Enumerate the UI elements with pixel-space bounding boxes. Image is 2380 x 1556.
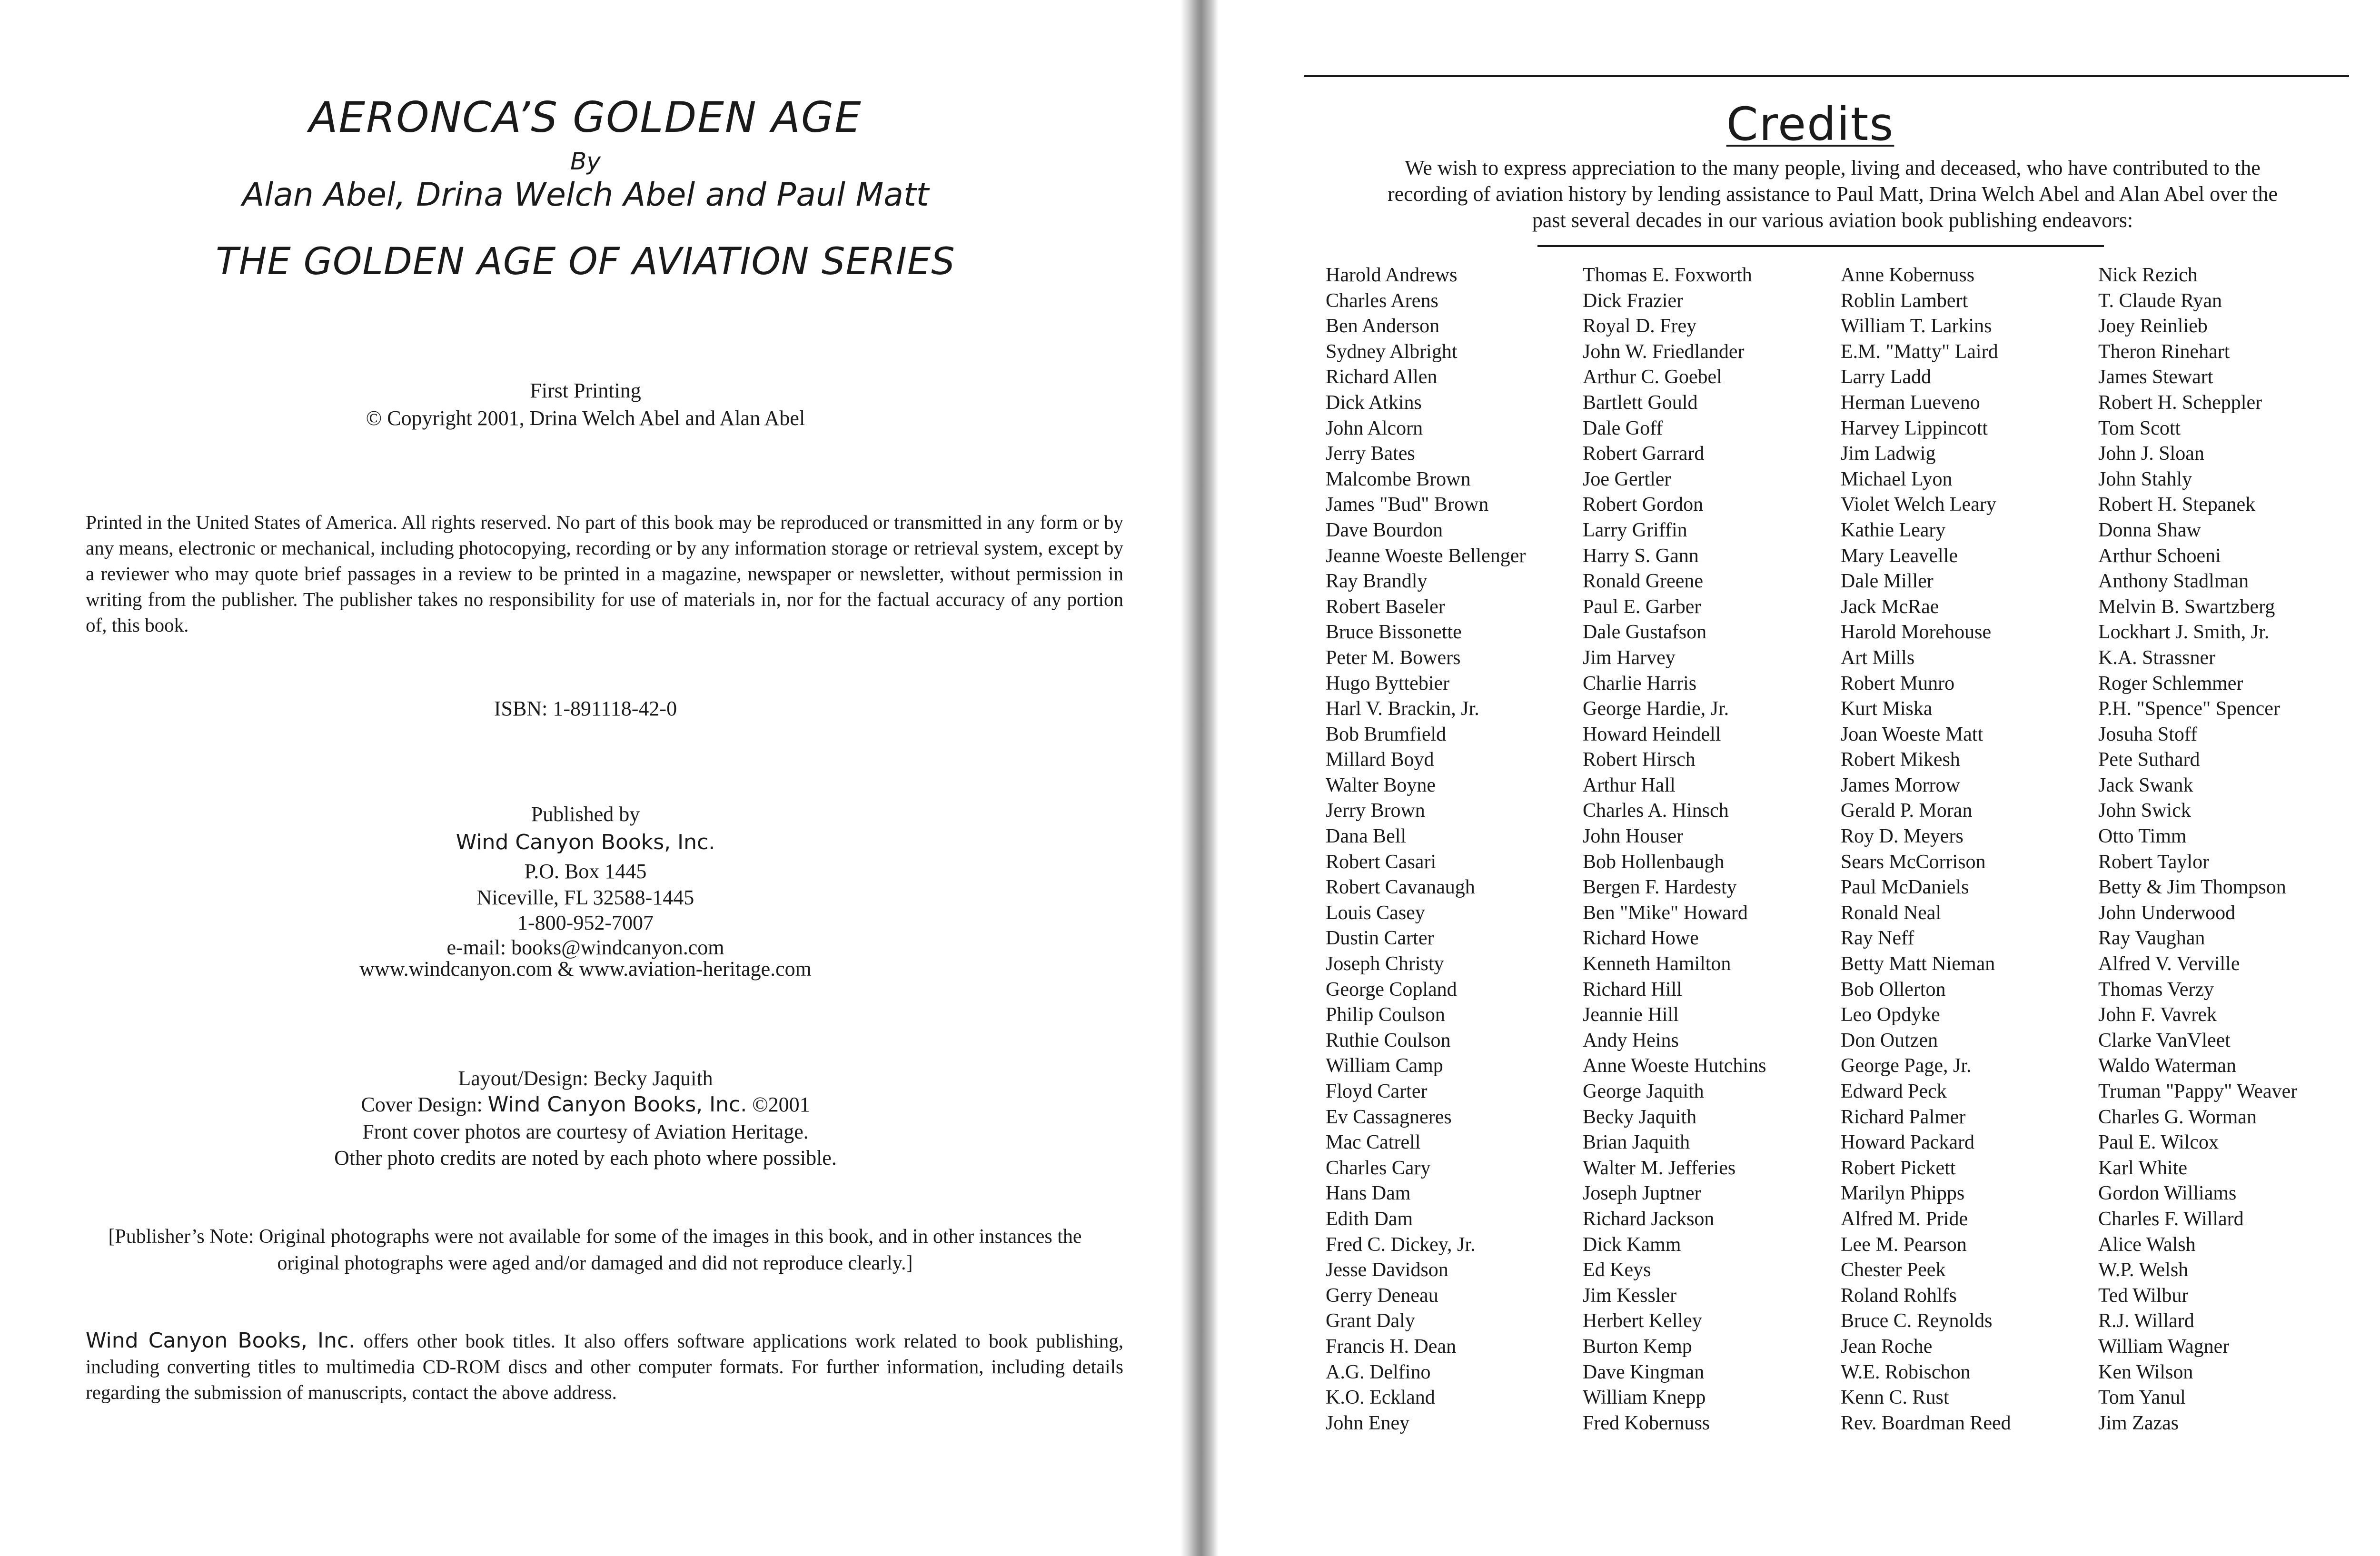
- credit-name: P.H. "Spence" Spencer: [2098, 698, 2280, 720]
- credit-name: K.O. Eckland: [1326, 1387, 1435, 1409]
- credit-name: Gerry Deneau: [1326, 1284, 1438, 1307]
- cover-design-year: ©2001: [747, 1093, 810, 1116]
- credit-name: Don Outzen: [1841, 1029, 1938, 1051]
- credit-name: Ted Wilbur: [2098, 1284, 2189, 1307]
- credit-name: A.G. Delfino: [1326, 1361, 1431, 1383]
- credits-column-1: [1326, 263, 1592, 1436]
- credit-name: Bob Hollenbaugh: [1583, 851, 1725, 873]
- credit-name: Robert Hirsch: [1583, 749, 1696, 771]
- credit-name: Richard Allen: [1326, 366, 1438, 388]
- credit-name: Dale Miller: [1841, 570, 1934, 593]
- credit-name: James Morrow: [1841, 774, 1960, 796]
- credit-name: Jim Kessler: [1583, 1284, 1677, 1307]
- credit-name: John F. Vavrek: [2098, 1004, 2217, 1026]
- credit-name: Ev Cassagneres: [1326, 1106, 1452, 1128]
- credit-name: Josuha Stoff: [2098, 723, 2198, 745]
- closing-brand: Wind Canyon Books, Inc.: [86, 1328, 356, 1353]
- credit-name: Brian Jaquith: [1583, 1131, 1690, 1154]
- credit-name: Ben "Mike" Howard: [1583, 902, 1748, 924]
- credit-name: Sears McCorrison: [1841, 851, 1986, 873]
- credit-name: Peter M. Bowers: [1326, 646, 1461, 669]
- by-line: By: [570, 148, 601, 175]
- credit-name: Violet Welch Leary: [1841, 494, 1996, 516]
- credit-name: Robert Mikesh: [1841, 749, 1960, 771]
- credit-name: John Houser: [1583, 825, 1684, 848]
- credit-name: Lockhart J. Smith, Jr.: [2098, 621, 2270, 644]
- credit-name: Jack Swank: [2098, 774, 2193, 796]
- credit-name: Philip Coulson: [1326, 1004, 1445, 1026]
- credit-name: Anthony Stadlman: [2098, 570, 2249, 593]
- credit-name: Thomas Verzy: [2098, 978, 2214, 1001]
- credit-name: Tom Scott: [2098, 417, 2181, 439]
- publisher-websites: www.windcanyon.com & www.aviation-heritage.com: [359, 957, 812, 981]
- credit-name: Arthur Hall: [1583, 774, 1676, 796]
- credit-name: Kenn C. Rust: [1841, 1387, 1949, 1409]
- credit-name: Harl V. Brackin, Jr.: [1326, 698, 1479, 720]
- credit-name: Robert Baseler: [1326, 595, 1445, 618]
- credit-name: Arthur C. Goebel: [1583, 366, 1722, 388]
- credit-name: Walter Boyne: [1326, 774, 1436, 796]
- credit-name: Joseph Juptner: [1583, 1182, 1701, 1205]
- book-title: AERONCA’S GOLDEN AGE: [309, 93, 862, 142]
- credit-name: William Knepp: [1583, 1387, 1706, 1409]
- credit-name: Kenneth Hamilton: [1583, 953, 1731, 975]
- credit-name: Dick Atkins: [1326, 391, 1422, 414]
- intro-rule: [1537, 245, 2104, 247]
- cover-design-name: Wind Canyon Books, Inc.: [487, 1092, 747, 1117]
- credit-name: Ray Neff: [1841, 927, 1914, 950]
- credit-name: Francis H. Dean: [1326, 1335, 1457, 1358]
- credit-name: Charles F. Willard: [2098, 1208, 2244, 1230]
- credit-name: Louis Casey: [1326, 902, 1425, 924]
- credit-name: Truman "Pappy" Weaver: [2098, 1080, 2298, 1102]
- credit-name: Paul E. Garber: [1583, 595, 1701, 618]
- credits-intro: We wish to express appreciation to the many people, living and deceased, who have contributed to the recording of aviation history by lending assistance to Paul Matt, Drina Welch Abel and Alan Abel over the past several decades in our various aviation book publishing endeavors:: [1387, 156, 2278, 232]
- credit-name: George Page, Jr.: [1841, 1055, 1972, 1077]
- copyright-notice: © Copyright 2001, Drina Welch Abel and Alan Abel: [366, 406, 805, 430]
- credit-name: Bob Brumfield: [1326, 723, 1447, 745]
- credit-name: Dale Goff: [1583, 417, 1663, 439]
- publisher-name: Wind Canyon Books, Inc.: [456, 830, 715, 854]
- credit-name: Fred Kobernuss: [1583, 1412, 1710, 1434]
- credit-name: John J. Sloan: [2098, 443, 2204, 465]
- credit-name: Larry Griffin: [1583, 519, 1687, 541]
- credit-name: Robert Cavanaugh: [1326, 876, 1475, 899]
- credit-name: Royal D. Frey: [1583, 315, 1697, 337]
- credit-name: Rev. Boardman Reed: [1841, 1412, 2011, 1434]
- credit-name: Donna Shaw: [2098, 519, 2201, 541]
- credit-name: Art Mills: [1841, 646, 1915, 669]
- credit-name: Mary Leavelle: [1841, 545, 1958, 567]
- credit-name: K.A. Strassner: [2098, 646, 2216, 669]
- credit-name: Herbert Kelley: [1583, 1310, 1702, 1332]
- credit-name: Jerry Bates: [1326, 443, 1415, 465]
- layout-design-credit: Layout/Design: Becky Jaquith: [458, 1067, 713, 1090]
- credit-name: Michael Lyon: [1841, 468, 1953, 490]
- credit-name: Robert Taylor: [2098, 851, 2210, 873]
- credit-name: Dick Kamm: [1583, 1233, 1681, 1256]
- credit-name: W.E. Robischon: [1841, 1361, 1971, 1383]
- credit-name: Richard Howe: [1583, 927, 1699, 950]
- credits-column-4: [2098, 263, 2365, 1436]
- credit-name: Bruce Bissonette: [1326, 621, 1462, 644]
- credit-name: Jim Ladwig: [1841, 443, 1936, 465]
- credit-name: Marilyn Phipps: [1841, 1182, 1965, 1205]
- credit-name: Ray Vaughan: [2098, 927, 2205, 950]
- credit-name: Jeannie Hill: [1583, 1004, 1679, 1026]
- series-title: THE GOLDEN AGE OF AVIATION SERIES: [216, 240, 955, 283]
- credit-name: Robert H. Scheppler: [2098, 391, 2262, 414]
- credit-name: Mac Catrell: [1326, 1131, 1421, 1154]
- credit-name: Fred C. Dickey, Jr.: [1326, 1233, 1476, 1256]
- credit-name: E.M. "Matty" Laird: [1841, 340, 1998, 363]
- credit-name: Harold Andrews: [1326, 264, 1458, 286]
- credit-name: John Swick: [2098, 800, 2191, 822]
- credit-name: Andy Heins: [1583, 1029, 1679, 1051]
- cover-design-credit: [0, 1092, 1171, 1117]
- credit-name: Kurt Miska: [1841, 698, 1933, 720]
- credit-name: Leo Opdyke: [1841, 1004, 1940, 1026]
- credit-name: Dave Kingman: [1583, 1361, 1705, 1383]
- credit-name: Robert Garrard: [1583, 443, 1705, 465]
- credit-name: Sydney Albright: [1326, 340, 1458, 363]
- credit-name: Ken Wilson: [2098, 1361, 2193, 1383]
- credit-name: John Alcorn: [1326, 417, 1423, 439]
- publishers-note: [Publisher’s Note: Original photographs were not available for some of the images in this book, and in other instances the original photographs were aged and/or damaged and did not reproduce clearly.]: [108, 1226, 1082, 1274]
- credit-name: Thomas E. Foxworth: [1583, 264, 1752, 286]
- credit-name: Jerry Brown: [1326, 800, 1425, 822]
- other-photo-credits: Other photo credits are noted by each photo where possible.: [334, 1146, 837, 1169]
- right-page: [1219, 0, 2380, 1556]
- credit-name: Richard Jackson: [1583, 1208, 1715, 1230]
- credit-name: Joan Woeste Matt: [1841, 723, 1983, 745]
- credit-name: William Camp: [1326, 1055, 1443, 1077]
- credit-name: Bartlett Gould: [1583, 391, 1698, 414]
- credits-column-3: [1841, 263, 2107, 1436]
- credit-name: Floyd Carter: [1326, 1080, 1428, 1102]
- credit-name: Alfred M. Pride: [1841, 1208, 1968, 1230]
- credit-name: Edward Peck: [1841, 1080, 1947, 1102]
- credit-name: James "Bud" Brown: [1326, 494, 1489, 516]
- credit-name: Roger Schlemmer: [2098, 672, 2243, 694]
- credit-name: Ed Keys: [1583, 1259, 1651, 1281]
- credit-name: Ray Brandly: [1326, 570, 1428, 593]
- credit-name: Charles G. Worman: [2098, 1106, 2257, 1128]
- credit-name: Jeanne Woeste Bellenger: [1326, 545, 1526, 567]
- credit-name: William T. Larkins: [1841, 315, 1992, 337]
- credit-name: Bergen F. Hardesty: [1583, 876, 1737, 899]
- credit-name: Betty & Jim Thompson: [2098, 876, 2286, 899]
- credit-name: Jim Harvey: [1583, 646, 1676, 669]
- credit-name: Gerald P. Moran: [1841, 800, 1973, 822]
- credit-name: John W. Friedlander: [1583, 340, 1745, 363]
- credit-name: Millard Boyd: [1326, 749, 1434, 771]
- credit-name: Kathie Leary: [1841, 519, 1946, 541]
- credit-name: Dave Bourdon: [1326, 519, 1443, 541]
- credit-name: Roy D. Meyers: [1841, 825, 1964, 848]
- credit-name: Alfred V. Verville: [2098, 953, 2240, 975]
- credit-name: Anne Kobernuss: [1841, 264, 1975, 286]
- closing-paragraph: [86, 1328, 1123, 1405]
- credit-name: Chester Peek: [1841, 1259, 1946, 1281]
- credit-name: Harvey Lippincott: [1841, 417, 1988, 439]
- credit-name: Howard Heindell: [1583, 723, 1721, 745]
- credit-name: Dick Frazier: [1583, 289, 1684, 312]
- credit-name: Roblin Lambert: [1841, 289, 1968, 312]
- credit-name: Karl White: [2098, 1157, 2187, 1179]
- credit-name: Waldo Waterman: [2098, 1055, 2236, 1077]
- credit-name: Melvin B. Swartzberg: [2098, 595, 2275, 618]
- credit-name: Dustin Carter: [1326, 927, 1434, 950]
- rights-statement: Printed in the United States of America. All rights reserved. No part of this book may be reproduced or transmitted in any form or by any means, electronic or mechanical, including photocopying, recording or by any information storage or retrieval system, except by a reviewer who may quote brief passages in a review to be printed in a magazine, newspaper or newsletter, without permission in writing from the publisher. The publisher takes no responsibility for use of materials in, nor for the factual accuracy of any portion of, this book.: [86, 511, 1123, 636]
- credit-name: Joey Reinlieb: [2098, 315, 2208, 337]
- closing-text: offers other book titles. It also offers software applications work related to book publishing, including converting titles to multimedia CD-ROM discs and other computer formats. For further information, including details regarding the submission of manuscripts, contact the above address.: [86, 1330, 1123, 1403]
- credit-name: Nick Rezich: [2098, 264, 2198, 286]
- credit-name: Hans Dam: [1326, 1182, 1411, 1205]
- credit-name: Becky Jaquith: [1583, 1106, 1697, 1128]
- credit-name: Richard Hill: [1583, 978, 1682, 1001]
- credit-name: Arthur Schoeni: [2098, 545, 2221, 567]
- first-printing: First Printing: [530, 379, 641, 402]
- credit-name: Robert Gordon: [1583, 494, 1704, 516]
- credit-name: Ben Anderson: [1326, 315, 1440, 337]
- credit-name: Gordon Williams: [2098, 1182, 2237, 1205]
- credit-name: Jim Zazas: [2098, 1412, 2179, 1434]
- top-rule: [1304, 75, 2349, 77]
- publisher-email: e-mail: books@windcanyon.com: [446, 936, 724, 959]
- credit-name: Bruce C. Reynolds: [1841, 1310, 1993, 1332]
- credit-name: Harold Morehouse: [1841, 621, 1992, 644]
- credit-name: Larry Ladd: [1841, 366, 1932, 388]
- cover-design-label: Cover Design:: [361, 1093, 488, 1116]
- credit-name: John Stahly: [2098, 468, 2192, 490]
- credits-title: [1219, 98, 2380, 151]
- credit-name: Charles Arens: [1326, 289, 1438, 312]
- credit-name: Robert Casari: [1326, 851, 1437, 873]
- published-by: Published by: [531, 803, 640, 826]
- credit-name: Charles A. Hinsch: [1583, 800, 1729, 822]
- credit-name: Charlie Harris: [1583, 672, 1697, 694]
- credit-name: Joe Gertler: [1583, 468, 1671, 490]
- credit-name: W.P. Welsh: [2098, 1259, 2189, 1281]
- left-page: [0, 0, 1171, 1556]
- credit-name: Richard Palmer: [1841, 1106, 1966, 1128]
- front-cover-credit: Front cover photos are courtesy of Aviation Heritage.: [362, 1120, 809, 1143]
- credit-name: Pete Suthard: [2098, 749, 2200, 771]
- credit-name: Ronald Greene: [1583, 570, 1704, 593]
- credit-name: Robert Munro: [1841, 672, 1955, 694]
- credit-name: Edith Dam: [1326, 1208, 1413, 1230]
- publisher-address-line-2: Niceville, FL 32588-1445: [476, 886, 694, 909]
- credit-name: Burton Kemp: [1583, 1335, 1692, 1358]
- credit-name: Clarke VanVleet: [2098, 1029, 2231, 1051]
- credit-name: Jesse Davidson: [1326, 1259, 1448, 1281]
- authors: Alan Abel, Drina Welch Abel and Paul Matt: [242, 176, 929, 214]
- credit-name: Ronald Neal: [1841, 902, 1942, 924]
- credit-name: James Stewart: [2098, 366, 2213, 388]
- credit-name: George Jaquith: [1583, 1080, 1704, 1102]
- credit-name: R.J. Willard: [2098, 1310, 2194, 1332]
- credit-name: Howard Packard: [1841, 1131, 1975, 1154]
- book-gutter: [1180, 0, 1219, 1556]
- credit-name: Robert Pickett: [1841, 1157, 1956, 1179]
- credit-name: Grant Daly: [1326, 1310, 1415, 1332]
- credit-name: Theron Rinehart: [2098, 340, 2230, 363]
- credit-name: Charles Cary: [1326, 1157, 1431, 1179]
- credit-name: Herman Lueveno: [1841, 391, 1980, 414]
- credit-name: Dale Gustafson: [1583, 621, 1707, 644]
- credit-name: William Wagner: [2098, 1335, 2230, 1358]
- credit-name: Malcombe Brown: [1326, 468, 1471, 490]
- credit-name: Bob Ollerton: [1841, 978, 1946, 1001]
- credit-name: Joseph Christy: [1326, 953, 1444, 975]
- publisher-address-line-1: P.O. Box 1445: [524, 860, 647, 883]
- credit-name: George Copland: [1326, 978, 1457, 1001]
- credit-name: Robert H. Stepanek: [2098, 494, 2256, 516]
- credit-name: John Eney: [1326, 1412, 1410, 1434]
- credit-name: Betty Matt Nieman: [1841, 953, 1995, 975]
- credit-name: George Hardie, Jr.: [1583, 698, 1729, 720]
- credit-name: Paul McDaniels: [1841, 876, 1969, 899]
- credit-name: Paul E. Wilcox: [2098, 1131, 2219, 1154]
- credits-title-text: Credits: [1726, 98, 1894, 151]
- credits-column-2: [1583, 263, 1849, 1436]
- credit-name: Ruthie Coulson: [1326, 1029, 1451, 1051]
- credit-name: Jean Roche: [1841, 1335, 1933, 1358]
- credit-name: Walter M. Jefferies: [1583, 1157, 1736, 1179]
- credit-name: John Underwood: [2098, 902, 2236, 924]
- isbn: ISBN: 1-891118-42-0: [494, 697, 677, 720]
- credit-name: Anne Woeste Hutchins: [1583, 1055, 1766, 1077]
- credit-name: Hugo Byttebier: [1326, 672, 1450, 694]
- credit-name: Jack McRae: [1841, 595, 1939, 618]
- credit-name: Dana Bell: [1326, 825, 1407, 848]
- credit-name: Roland Rohlfs: [1841, 1284, 1957, 1307]
- credit-name: Harry S. Gann: [1583, 545, 1699, 567]
- credit-name: Lee M. Pearson: [1841, 1233, 1967, 1256]
- credit-name: Alice Walsh: [2098, 1233, 2196, 1256]
- credit-name: T. Claude Ryan: [2098, 289, 2222, 312]
- credit-name: Tom Yanul: [2098, 1387, 2186, 1409]
- publisher-phone: 1-800-952-7007: [517, 911, 654, 934]
- credit-name: Otto Timm: [2098, 825, 2187, 848]
